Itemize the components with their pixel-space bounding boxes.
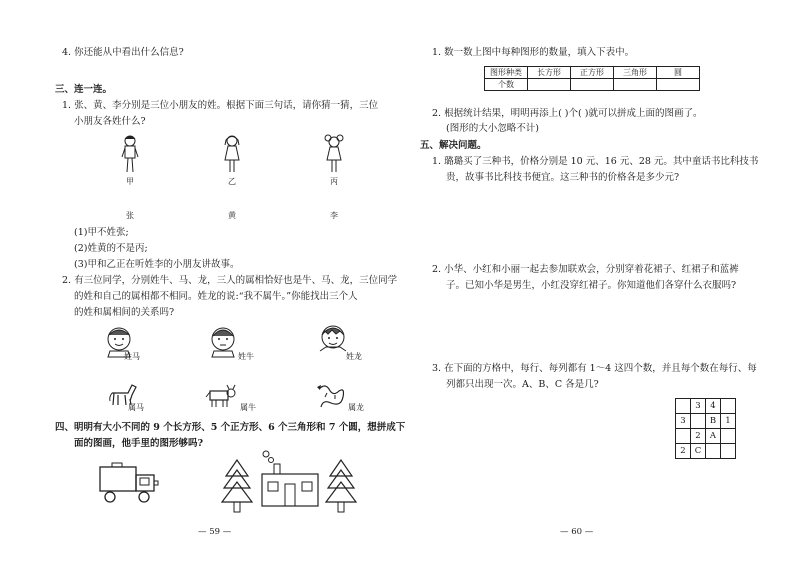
person-label-long: 姓龙 xyxy=(346,352,362,361)
section-4-line1: 四、明明有大小不同的 9 个长方形、5 个正方形、6 个三角形和 7 个圆，想拼成下 xyxy=(55,422,406,433)
grid-cell[interactable] xyxy=(676,429,691,444)
section-4-line2: 面的图画，他手里的图形够吗? xyxy=(74,438,204,449)
animal-label-long: 属龙 xyxy=(348,403,364,412)
q2-text-line2: 的姓和自己的属相都不相同。姓龙的说:“我不属牛。”你能找出三个人 xyxy=(74,291,358,302)
q2-text-line3: 的姓和属相间的关系吗? xyxy=(74,307,175,318)
section-3-title: 三、连一连。 xyxy=(55,84,113,95)
person-label-niu: 姓牛 xyxy=(238,352,254,361)
grid-cell: C xyxy=(691,444,706,459)
animal-label-ma: 属马 xyxy=(128,403,144,412)
tree-right-drawing xyxy=(324,458,358,514)
grid-cell: 3 xyxy=(676,414,691,429)
q1-text-line1: 1. 张、黄、李分别是三位小朋友的姓。根据下面三句话，请你猜一猜，三位 xyxy=(62,100,379,111)
child-figure-bing xyxy=(322,135,346,175)
surname-huang: 黄 xyxy=(228,211,236,220)
grid-row xyxy=(676,399,736,414)
truck-drawing xyxy=(96,461,168,507)
animal-label-niu: 属牛 xyxy=(240,403,256,412)
answer-cell[interactable] xyxy=(528,79,571,91)
face-niu-icon xyxy=(208,325,238,357)
grid-cell[interactable] xyxy=(691,414,706,429)
grid-cell[interactable] xyxy=(721,399,736,414)
dragon-icon xyxy=(315,381,347,411)
person-label-ma: 姓马 xyxy=(124,352,140,361)
grid-cell[interactable] xyxy=(721,429,736,444)
table-header-cell: 圆 xyxy=(657,67,700,79)
grid-row xyxy=(676,414,736,429)
child-figure-jia xyxy=(118,135,142,175)
page-number-59: — 59 — xyxy=(198,527,232,537)
grid-cell: A xyxy=(706,429,721,444)
r-question-2: 2. 根据统计结果，明明再添上( )个( )就可以拼成上面的图画了。 xyxy=(432,108,703,119)
grid-cell: 4 xyxy=(706,399,721,414)
r-question-1: 1. 数一数上图中每种图形的数量，填入下表中。 xyxy=(432,47,635,58)
house-drawing xyxy=(258,450,322,510)
answer-cell[interactable] xyxy=(614,79,657,91)
surname-zhang: 张 xyxy=(126,211,134,220)
section-5-title: 五、解决问题。 xyxy=(420,140,487,151)
grid-cell[interactable] xyxy=(706,444,721,459)
table-row-label: 个数 xyxy=(485,79,528,91)
q2-text-line1: 2. 有三位同学，分别姓牛、马、龙，三人的属相恰好也是牛、马、龙，三位同学 xyxy=(62,275,398,286)
grid-row xyxy=(676,429,736,444)
ox-icon xyxy=(205,383,237,409)
grid-cell: B xyxy=(706,414,721,429)
kid-label-bing: 丙 xyxy=(330,177,338,186)
grid-cell: 2 xyxy=(676,444,691,459)
kid-label-yi: 乙 xyxy=(228,177,236,186)
question-4: 4. 你还能从中看出什么信息? xyxy=(62,47,184,58)
grid-cell[interactable] xyxy=(721,444,736,459)
kid-label-jia: 甲 xyxy=(126,177,134,186)
answer-cell[interactable] xyxy=(571,79,614,91)
problem-3-line1: 3. 在下面的方格中，每行、每列都有 1～4 这四个数，并且每个数在每行、每 xyxy=(432,363,757,374)
face-long-icon xyxy=(318,323,348,357)
problem-2-line2: 子。已知小华是男生，小红没穿红裙子。你知道他们各穿什么衣服吗? xyxy=(446,280,737,291)
child-figure-yi xyxy=(220,135,244,175)
r-question-2-note: (图形的大小忽略不计) xyxy=(446,123,539,134)
grid-cell: 1 xyxy=(721,414,736,429)
grid-cell: 3 xyxy=(691,399,706,414)
clue-3: (3)甲和乙正在听姓李的小朋友讲故事。 xyxy=(74,259,240,270)
clue-2: (2)姓黄的不是丙; xyxy=(74,243,148,254)
answer-cell[interactable] xyxy=(657,79,700,91)
table-header-cell: 长方形 xyxy=(528,67,571,79)
grid-cell: 2 xyxy=(691,429,706,444)
shape-count-table xyxy=(484,66,700,91)
page-number-60: — 60 — xyxy=(560,527,594,537)
problem-3-line2: 列都只出现一次。A、B、C 各是几? xyxy=(446,379,599,390)
tree-left-drawing xyxy=(220,458,254,514)
table-header-cell: 图形种类 xyxy=(485,67,528,79)
problem-1-line2: 贵，故事书比科技书便宜。这三种书的价格各是多少元? xyxy=(446,172,680,183)
problem-2-line1: 2. 小华、小红和小丽一起去参加联欢会，分别穿着花裙子、红裙子和蓝裤 xyxy=(432,264,739,275)
grid-row xyxy=(676,444,736,459)
q1-text-line2: 小朋友各姓什么? xyxy=(74,116,146,127)
number-grid xyxy=(675,398,736,459)
table-header-cell: 三角形 xyxy=(614,67,657,79)
grid-cell[interactable] xyxy=(676,399,691,414)
surname-li: 李 xyxy=(330,211,338,220)
table-header-cell: 正方形 xyxy=(571,67,614,79)
clue-1: (1)甲不姓张; xyxy=(74,227,129,238)
problem-1-line1: 1. 璐璐买了三种书，价格分别是 10 元、16 元、28 元。其中童话书比科技书 xyxy=(432,156,759,167)
